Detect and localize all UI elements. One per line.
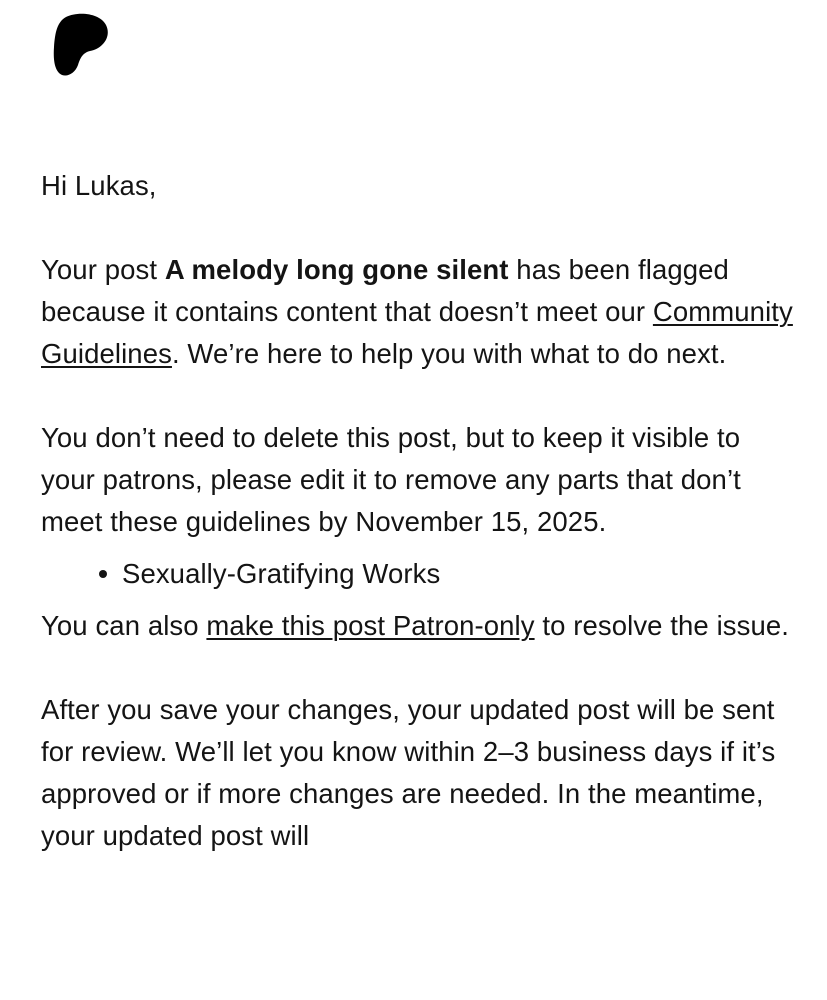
violation-list — [41, 553, 801, 595]
patron-only-prefix: You can also — [41, 610, 207, 641]
flagged-prefix: Your post — [41, 254, 165, 285]
flagged-suffix: . We’re here to help you with what to do next. — [171, 338, 727, 369]
flagged-middle: has been flagged because it contains content that doesn’t meet our — [41, 254, 729, 327]
edit-deadline-paragraph: You don’t need to delete this post, but to keep it visible to your patrons, please edit it to remove any parts that don’t meet these guidelines by November 15, 2025. — [41, 422, 741, 537]
patreon-logo-icon — [52, 13, 110, 77]
patron-only-suffix: to resolve the issue. — [534, 610, 790, 641]
patreon-logo — [52, 13, 110, 77]
patron-only-paragraph — [41, 605, 801, 647]
violation-item: Sexually-Gratifying Works — [122, 553, 801, 595]
greeting: Hi Lukas, — [41, 170, 157, 201]
make-patron-only-link[interactable]: make this post Patron-only — [206, 610, 535, 641]
review-paragraph: After you save your changes, your updated post will be sent for review. We’ll let you know within 2–3 business days if it’s approved or if more changes are needed. In the meantime, your updated post will — [41, 694, 776, 851]
flagged-paragraph — [41, 249, 801, 375]
community-guidelines-link[interactable]: Community Guidelines — [41, 296, 793, 369]
post-title: A melody long gone silent — [164, 254, 509, 285]
email-body — [41, 165, 801, 857]
